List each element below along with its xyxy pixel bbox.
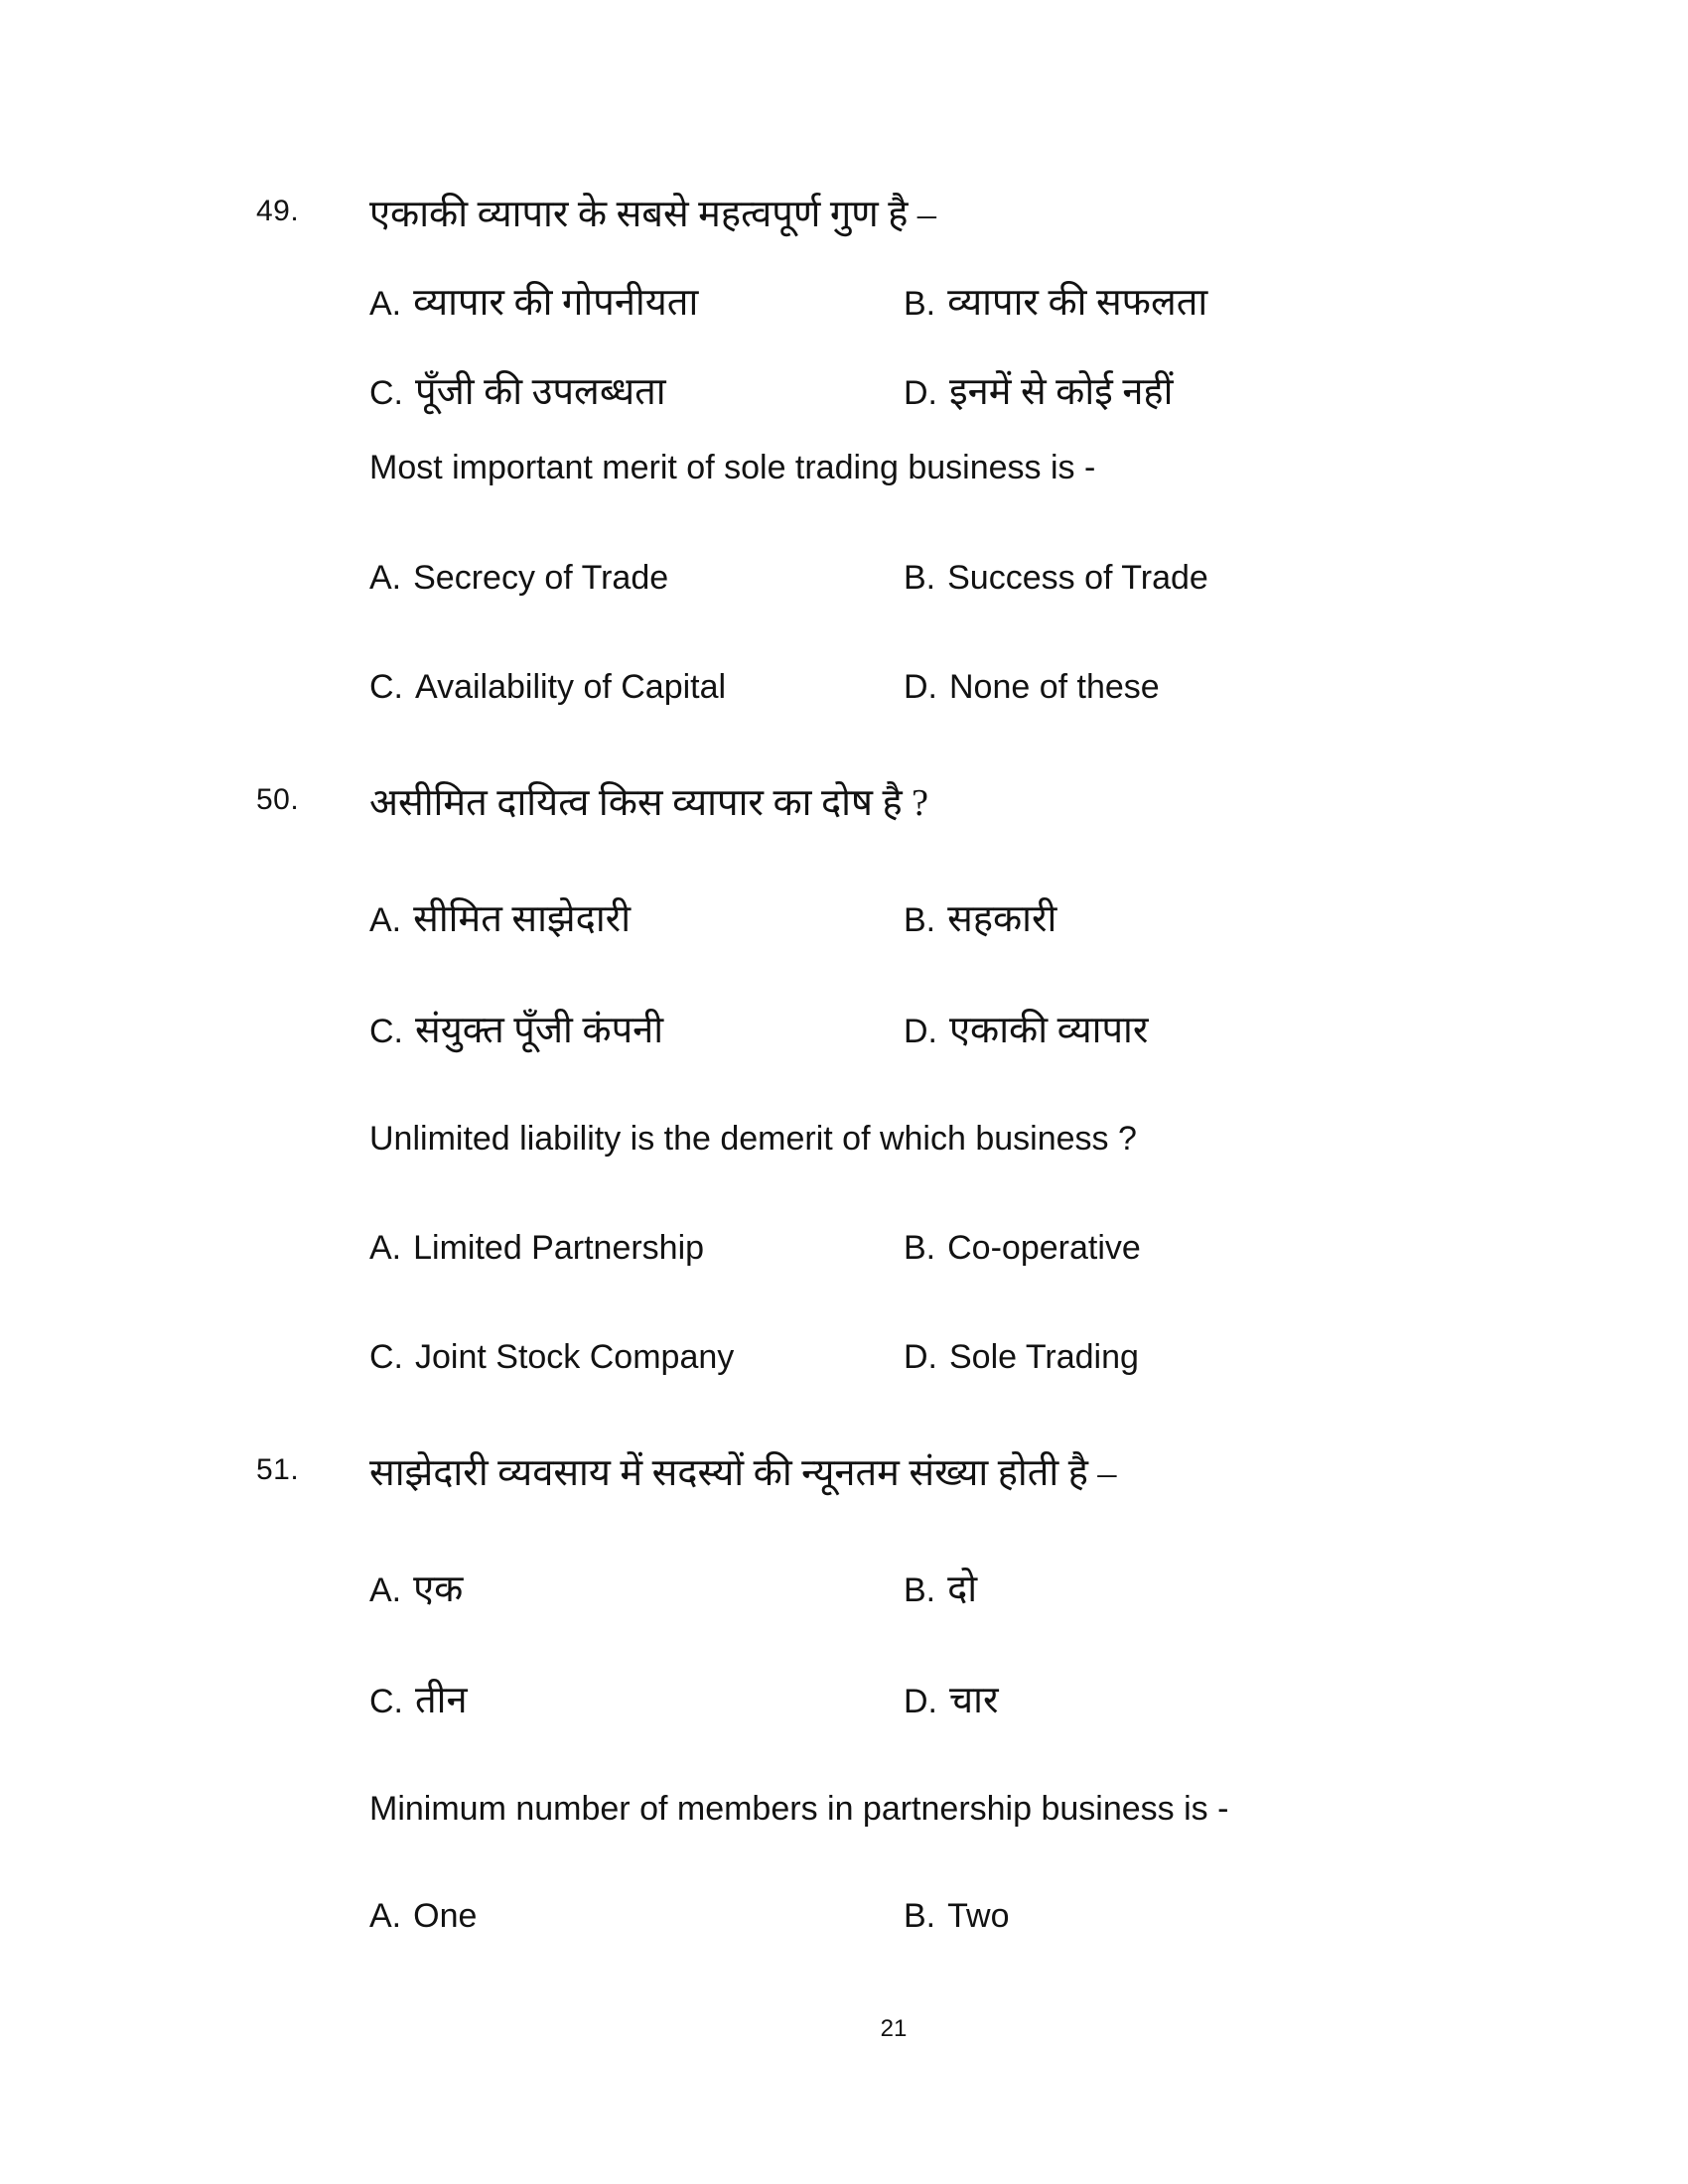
option-text: None of these xyxy=(949,668,1160,706)
option-label: A. xyxy=(369,1897,402,1935)
option-label: D. xyxy=(904,374,937,412)
option-text: One xyxy=(413,1897,478,1935)
option-label: C. xyxy=(369,1013,403,1050)
question-text-english: Most important merit of sole trading business is - xyxy=(369,449,1096,486)
option-a-english xyxy=(369,559,668,598)
question-text-hindi: असीमित दायित्व किस व्यापार का दोष है ? xyxy=(369,782,929,824)
option-b-english xyxy=(904,559,1208,598)
option-text: पूँजी की उपलब्धता xyxy=(415,371,666,413)
option-a-hindi xyxy=(369,275,698,327)
question-number: 50. xyxy=(256,783,300,816)
page-number: 21 xyxy=(880,2015,908,2042)
option-label: B. xyxy=(904,1229,936,1267)
option-text: Sole Trading xyxy=(949,1338,1139,1376)
option-label: A. xyxy=(369,901,402,939)
option-text: एकाकी व्यापार xyxy=(949,1010,1149,1051)
question-text-english: Unlimited liability is the demerit of which business ? xyxy=(369,1120,1137,1158)
option-text: इनमें से कोई नहीं xyxy=(949,371,1174,413)
option-label: B. xyxy=(904,559,936,597)
option-label: B. xyxy=(904,285,936,323)
option-text: Two xyxy=(947,1897,1010,1935)
option-b-hindi xyxy=(904,275,1207,327)
option-b-hindi xyxy=(904,891,1056,943)
option-d-english xyxy=(904,668,1160,707)
option-a-hindi xyxy=(369,1562,463,1613)
option-text: Success of Trade xyxy=(947,559,1208,597)
option-label: D. xyxy=(904,1338,937,1376)
option-b-hindi xyxy=(904,1562,977,1613)
option-text: संयुक्त पूँजी कंपनी xyxy=(415,1010,664,1051)
option-label: B. xyxy=(904,1571,936,1609)
option-text: एक xyxy=(413,1569,464,1610)
option-label: A. xyxy=(369,559,402,597)
option-label: B. xyxy=(904,901,936,939)
option-text: सीमित साझेदारी xyxy=(413,898,632,940)
option-label: A. xyxy=(369,285,402,323)
question-number: 51. xyxy=(256,1453,300,1486)
question-text-hindi: साझेदारी व्यवसाय में सदस्यों की न्यूनतम संख्या होती है – xyxy=(369,1452,1117,1494)
question-text-english: Minimum number of members in partnership business is - xyxy=(369,1790,1229,1828)
option-label: D. xyxy=(904,668,937,706)
option-b-english xyxy=(904,1897,1009,1936)
option-label: C. xyxy=(369,1683,403,1720)
option-label: D. xyxy=(904,1013,937,1050)
option-c-hindi xyxy=(369,364,666,416)
option-a-english xyxy=(369,1897,477,1936)
option-label: C. xyxy=(369,374,403,412)
option-text: दो xyxy=(947,1569,978,1610)
option-label: B. xyxy=(904,1897,936,1935)
option-label: C. xyxy=(369,668,403,706)
option-d-hindi xyxy=(904,364,1173,416)
option-a-english xyxy=(369,1229,704,1268)
option-text: चार xyxy=(949,1680,999,1721)
option-text: Joint Stock Company xyxy=(415,1338,735,1376)
option-c-hindi xyxy=(369,1003,663,1054)
option-c-english xyxy=(369,668,726,707)
option-text: Limited Partnership xyxy=(413,1229,705,1267)
option-text: व्यापार की सफलता xyxy=(947,282,1208,324)
question-number: 49. xyxy=(256,195,300,227)
option-b-english xyxy=(904,1229,1141,1268)
option-text: सहकारी xyxy=(947,898,1057,940)
option-label: A. xyxy=(369,1571,402,1609)
option-a-hindi xyxy=(369,891,631,943)
option-d-english xyxy=(904,1338,1139,1377)
option-text: तीन xyxy=(415,1680,468,1721)
option-d-hindi xyxy=(904,1673,999,1724)
question-text-hindi: एकाकी व्यापार के सबसे महत्वपूर्ण गुण है – xyxy=(369,194,936,235)
option-label: A. xyxy=(369,1229,402,1267)
option-text: व्यापार की गोपनीयता xyxy=(413,282,699,324)
option-c-hindi xyxy=(369,1673,468,1724)
option-d-hindi xyxy=(904,1003,1148,1054)
option-text: Co-operative xyxy=(947,1229,1141,1267)
option-label: C. xyxy=(369,1338,403,1376)
option-c-english xyxy=(369,1338,734,1377)
option-text: Secrecy of Trade xyxy=(413,559,669,597)
option-text: Availability of Capital xyxy=(415,668,727,706)
option-label: D. xyxy=(904,1683,937,1720)
